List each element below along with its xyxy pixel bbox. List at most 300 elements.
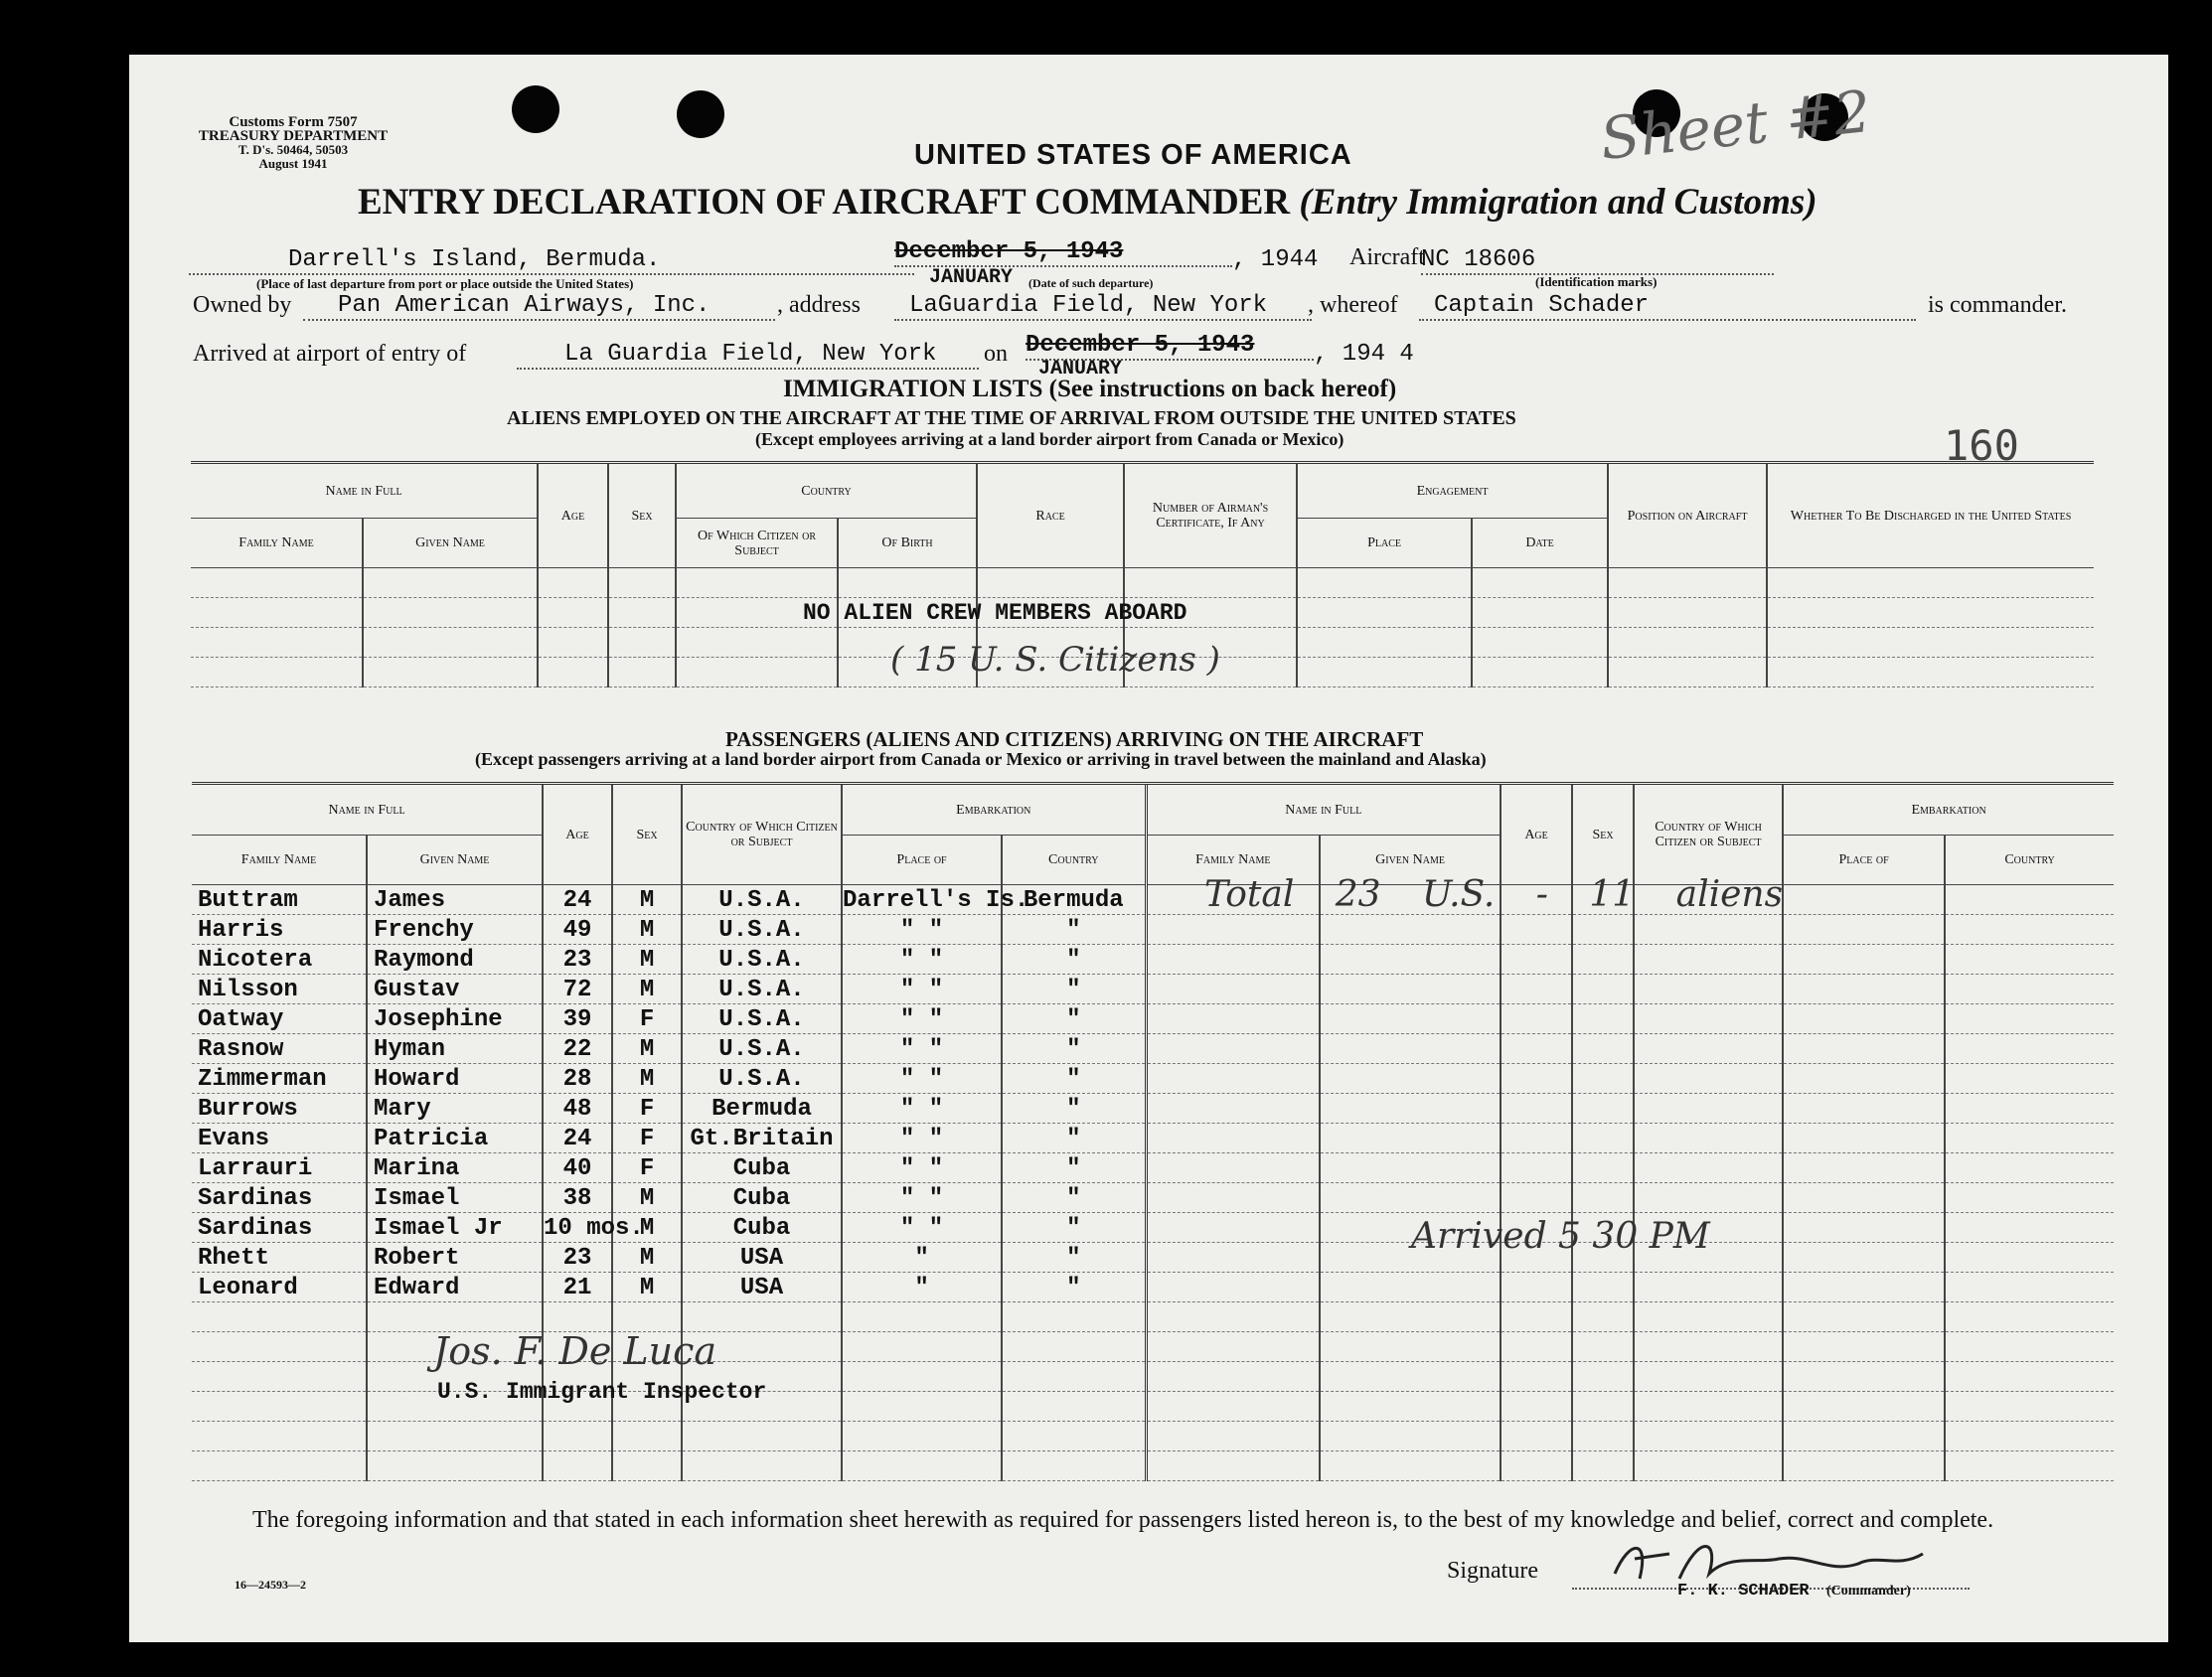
pax-sex-header: Sex: [612, 784, 682, 885]
title-main: ENTRY DECLARATION OF AIRCRAFT COMMANDER: [358, 182, 1300, 223]
blank-cell: [612, 1302, 682, 1332]
crew-discharged-header: Whether To Be Discharged in the United States: [1767, 463, 2094, 568]
blank-cell: [1634, 1332, 1783, 1362]
blank-cell: [1572, 945, 1634, 975]
blank-cell: [1945, 1153, 2114, 1183]
cell-place: Darrell's Is.: [842, 885, 1002, 915]
blank-cell: [192, 1302, 367, 1332]
cell-given: Marina: [367, 1153, 543, 1183]
cell-citizen: U.S.A.: [682, 1004, 842, 1034]
pax-age-header: Age: [543, 784, 612, 885]
blank-cell: [1634, 1124, 1783, 1153]
blank-cell: [1783, 1064, 1945, 1094]
pax-name-header: Name in Full: [192, 784, 543, 836]
pax-country-header: Country: [1002, 836, 1146, 885]
form-number: Customs Form 7507: [229, 114, 358, 130]
cell-country: ": [1002, 915, 1146, 945]
cell-age: 22: [543, 1034, 612, 1064]
cell-given: Frenchy: [367, 915, 543, 945]
cell-sex: M: [612, 945, 682, 975]
blank-cell: [1320, 1362, 1501, 1392]
blank-cell: [1002, 1362, 1146, 1392]
cell-family: Rasnow: [192, 1034, 367, 1064]
blank-cell: [1146, 1422, 1320, 1451]
commander-name: Captain Schader: [1419, 292, 1916, 321]
departure-year: , 1944: [1232, 246, 1319, 273]
cell-given: Hyman: [367, 1034, 543, 1064]
commander-suffix: is commander.: [1928, 292, 2067, 318]
blank-cell: [1002, 1332, 1146, 1362]
pax-given-header-right: Given Name: [1320, 836, 1501, 885]
aircraft-id: NC 18606: [1421, 246, 1774, 275]
table-row: [192, 1273, 2114, 1302]
td-numbers: T. D's. 50464, 50503: [237, 142, 349, 157]
blank-cell: [1002, 1302, 1146, 1332]
blank-cell: [192, 1362, 367, 1392]
blank-cell: [1634, 1362, 1783, 1392]
blank-cell: [1501, 1422, 1572, 1451]
blank-cell: [1320, 1094, 1501, 1124]
blank-cell: [1146, 1392, 1320, 1422]
blank-cell: [842, 1451, 1002, 1481]
cell-country: ": [1002, 1243, 1146, 1273]
form-title: [358, 181, 1817, 224]
blank-cell: [1002, 1422, 1146, 1451]
cell-family: Nicotera: [192, 945, 367, 975]
blank-cell: [1634, 1183, 1783, 1213]
cell-citizen: U.S.A.: [682, 1064, 842, 1094]
table-row: [192, 975, 2114, 1004]
blank-cell: [1783, 1094, 1945, 1124]
blank-cell: [1783, 1273, 1945, 1302]
blank-cell: [1783, 1302, 1945, 1332]
departure-date-caption: (Date of such departure): [1028, 276, 1154, 290]
blank-cell: [1146, 1094, 1320, 1124]
blank-cell: [1634, 975, 1783, 1004]
arrived-note: Arrived 5 30 PM: [1411, 1216, 1710, 1257]
blank-cell: [1320, 915, 1501, 945]
cell-sex: M: [612, 1243, 682, 1273]
departure-date: December 5, 1943: [894, 238, 1232, 267]
blank-cell: [1146, 975, 1320, 1004]
cell-citizen: Gt.Britain: [682, 1124, 842, 1153]
blank-cell: [1572, 1451, 1634, 1481]
pax-family-header: Family Name: [192, 836, 367, 885]
cell-place: " ": [842, 1183, 1002, 1213]
cell-country: ": [1002, 945, 1146, 975]
table-row: [192, 1004, 2114, 1034]
crew-race-header: Race: [977, 463, 1124, 568]
blank-cell: [1146, 1004, 1320, 1034]
arrival-year: , 194 4: [1314, 341, 1414, 368]
blank-cell: [1945, 1392, 2114, 1422]
cell-given: Howard: [367, 1064, 543, 1094]
cell-sex: M: [612, 915, 682, 945]
form-code: 16—24593—2: [235, 1578, 306, 1592]
blank-cell: [1945, 1422, 2114, 1451]
crew-family-header: Family Name: [191, 519, 363, 568]
blank-cell: [842, 1422, 1002, 1451]
blank-cell: [1146, 1064, 1320, 1094]
whereof-label: , whereof: [1308, 292, 1398, 318]
blank-cell: [543, 1302, 612, 1332]
blank-cell: [1146, 1362, 1320, 1392]
blank-cell: [1501, 1124, 1572, 1153]
table-row: [192, 1302, 2114, 1332]
blank-cell: [1572, 1064, 1634, 1094]
blank-cell: [682, 1422, 842, 1451]
passengers-heading: PASSENGERS (ALIENS AND CITIZENS) ARRIVING ON THE AIRCRAFT: [725, 727, 1424, 751]
blank-cell: [1945, 1064, 2114, 1094]
blank-cell: [1320, 1153, 1501, 1183]
blank-cell: [1572, 1392, 1634, 1422]
cell-place: " ": [842, 1153, 1002, 1183]
signature-label: Signature: [1447, 1558, 1538, 1584]
table-row: [192, 1213, 2114, 1243]
blank-cell: [1634, 945, 1783, 975]
blank-cell: [1945, 1273, 2114, 1302]
blank-cell: [1572, 1332, 1634, 1362]
blank-cell: [1945, 1213, 2114, 1243]
blank-cell: [1146, 1034, 1320, 1064]
blank-cell: [1572, 1124, 1634, 1153]
blank-cell: [1146, 1332, 1320, 1362]
sheet-mark: Sheet #2: [1597, 76, 1874, 174]
cell-citizen: U.S.A.: [682, 1034, 842, 1064]
arrival-label: Arrived at airport of entry of: [193, 341, 467, 367]
blank-cell: [1783, 1034, 1945, 1064]
pax-place-header-right: Place of: [1783, 836, 1945, 885]
blank-cell: [1501, 1004, 1572, 1034]
blank-cell: [1783, 885, 1945, 915]
blank-cell: [1634, 1094, 1783, 1124]
blank-cell: [1783, 1451, 1945, 1481]
cell-sex: M: [612, 1064, 682, 1094]
blank-cell: [1634, 1392, 1783, 1422]
table-row: [192, 915, 2114, 945]
blank-cell: [1945, 1332, 2114, 1362]
blank-cell: [1783, 975, 1945, 1004]
owner-name: Pan American Airways, Inc.: [303, 292, 775, 321]
country-heading: UNITED STATES OF AMERICA: [914, 139, 1352, 171]
blank-cell: [1634, 1153, 1783, 1183]
pax-embarkation-header-right: Embarkation: [1783, 784, 2114, 836]
punch-hole: [677, 90, 724, 138]
cell-country: ": [1002, 1034, 1146, 1064]
blank-cell: [1634, 1302, 1783, 1332]
aircraft-label: Aircraft: [1349, 244, 1425, 270]
form-date: August 1941: [258, 156, 328, 171]
table-row: [192, 1124, 2114, 1153]
blank-cell: [1501, 975, 1572, 1004]
crew-country-header: Country: [676, 463, 977, 519]
blank-cell: [1783, 1392, 1945, 1422]
crew-position-header: Position on Aircraft: [1608, 463, 1767, 568]
cell-citizen: U.S.A.: [682, 915, 842, 945]
cell-place: " ": [842, 945, 1002, 975]
blank-cell: [192, 1451, 367, 1481]
cell-age: 21: [543, 1273, 612, 1302]
blank-cell: [1501, 945, 1572, 975]
blank-cell: [1320, 1332, 1501, 1362]
table-row: [192, 1064, 2114, 1094]
blank-cell: [1501, 1273, 1572, 1302]
no-alien-crew-note: NO ALIEN CREW MEMBERS ABOARD: [803, 600, 1187, 626]
cell-citizen: Cuba: [682, 1153, 842, 1183]
blank-cell: [1501, 1034, 1572, 1064]
blank-cell: [543, 1451, 612, 1481]
blank-cell: [1320, 1273, 1501, 1302]
blank-cell: [1945, 975, 2114, 1004]
cell-country: ": [1002, 1094, 1146, 1124]
blank-cell: [1320, 1302, 1501, 1332]
blank-cell: [1945, 1183, 2114, 1213]
blank-cell: [1572, 1362, 1634, 1392]
blank-cell: [367, 1302, 543, 1332]
cell-family: Oatway: [192, 1004, 367, 1034]
blank-cell: [1501, 1392, 1572, 1422]
blank-cell: [1320, 945, 1501, 975]
pax-embarkation-header: Embarkation: [842, 784, 1146, 836]
crew-date-header: Date: [1472, 519, 1608, 568]
blank-cell: [1002, 1392, 1146, 1422]
table-row: [192, 1183, 2114, 1213]
blank-cell: [367, 1422, 543, 1451]
blank-cell: [1501, 1183, 1572, 1213]
cell-place: " ": [842, 1094, 1002, 1124]
blank-cell: [1146, 945, 1320, 975]
blank-cell: [1783, 1422, 1945, 1451]
pax-citizen-header-right: Country of Which Citizen or Subject: [1634, 784, 1783, 885]
pax-given-header: Given Name: [367, 836, 543, 885]
blank-cell: [1146, 1273, 1320, 1302]
arrival-on-label: on: [984, 341, 1008, 367]
blank-cell: [1320, 1422, 1501, 1451]
arrival-date: December 5, 1943: [1026, 332, 1314, 361]
cell-sex: F: [612, 1153, 682, 1183]
cell-given: Raymond: [367, 945, 543, 975]
blank-cell: [612, 1451, 682, 1481]
blank-cell: [1945, 1124, 2114, 1153]
blank-cell: [1572, 1153, 1634, 1183]
cell-age: 24: [543, 1124, 612, 1153]
total-note: Total 23 U.S. - 11 aliens: [1204, 874, 1784, 915]
cell-family: Larrauri: [192, 1153, 367, 1183]
blank-cell: [842, 1392, 1002, 1422]
crew-given-header: Given Name: [363, 519, 538, 568]
table-row: [192, 885, 2114, 915]
cell-sex: F: [612, 1004, 682, 1034]
blank-cell: [1320, 1451, 1501, 1481]
pax-age-header-right: Age: [1501, 784, 1572, 885]
blank-cell: [1146, 1451, 1320, 1481]
blank-cell: [612, 1422, 682, 1451]
blank-cell: [1501, 1332, 1572, 1362]
cell-citizen: U.S.A.: [682, 885, 842, 915]
blank-cell: [1146, 1243, 1320, 1273]
crew-birth-header: Of Birth: [838, 519, 977, 568]
pax-name-header-right: Name in Full: [1146, 784, 1501, 836]
cell-sex: F: [612, 1124, 682, 1153]
cell-place: " ": [842, 1034, 1002, 1064]
immigration-heading: IMMIGRATION LISTS (See instructions on back hereof): [783, 376, 1397, 402]
blank-cell: [192, 1392, 367, 1422]
cell-family: Evans: [192, 1124, 367, 1153]
blank-cell: [1320, 1392, 1501, 1422]
table-row: [192, 1422, 2114, 1451]
blank-cell: [1634, 1034, 1783, 1064]
cell-country: ": [1002, 1183, 1146, 1213]
cell-family: Leonard: [192, 1273, 367, 1302]
pax-citizen-header: Country of Which Citizen or Subject: [682, 784, 842, 885]
crew-sex-header: Sex: [608, 463, 676, 568]
crew-age-header: Age: [538, 463, 608, 568]
table-row: [192, 1153, 2114, 1183]
cell-age: 40: [543, 1153, 612, 1183]
pax-place-header: Place of: [842, 836, 1002, 885]
departure-date-correction: JANUARY: [929, 266, 1014, 289]
cell-given: Robert: [367, 1243, 543, 1273]
cell-family: Zimmerman: [192, 1064, 367, 1094]
blank-cell: [1634, 1451, 1783, 1481]
cell-sex: M: [612, 1034, 682, 1064]
blank-cell: [1945, 1302, 2114, 1332]
blank-cell: [1634, 1004, 1783, 1034]
cell-place: " ": [842, 975, 1002, 1004]
blank-cell: [1945, 1451, 2114, 1481]
blank-cell: [1783, 1243, 1945, 1273]
department: TREASURY DEPARTMENT: [198, 128, 389, 144]
cell-country: ": [1002, 1273, 1146, 1302]
cell-place: " ": [842, 915, 1002, 945]
cell-sex: F: [612, 1094, 682, 1124]
blank-cell: [543, 1422, 612, 1451]
cell-place: ": [842, 1273, 1002, 1302]
signature-name: F. K. SCHADER: [1677, 1582, 1810, 1601]
cell-family: Nilsson: [192, 975, 367, 1004]
crew-engagement-header: Engagement: [1297, 463, 1608, 519]
crew-place-header: Place: [1297, 519, 1472, 568]
crew-citizen-header: Of Which Citizen or Subject: [676, 519, 838, 568]
blank-cell: [1634, 1273, 1783, 1302]
blank-cell: [1501, 1153, 1572, 1183]
cell-family: Burrows: [192, 1094, 367, 1124]
cell-given: Ismael: [367, 1183, 543, 1213]
cell-given: Patricia: [367, 1124, 543, 1153]
arrival-date-correction: JANUARY: [1038, 358, 1123, 381]
blank-cell: [1501, 1362, 1572, 1392]
cell-citizen: Cuba: [682, 1183, 842, 1213]
blank-cell: [1572, 1094, 1634, 1124]
blank-cell: [1945, 1094, 2114, 1124]
cell-given: Josephine: [367, 1004, 543, 1034]
cell-sex: M: [612, 1273, 682, 1302]
blank-cell: [1783, 1213, 1945, 1243]
aircraft-caption: (Identification marks): [1535, 274, 1658, 289]
aliens-note: (Except employees arriving at a land border airport from Canada or Mexico): [755, 429, 1344, 449]
table-row: [192, 945, 2114, 975]
cell-age: 23: [543, 945, 612, 975]
blank-cell: [1146, 1302, 1320, 1332]
blank-cell: [367, 1451, 543, 1481]
blank-cell: [1002, 1451, 1146, 1481]
blank-cell: [1783, 1004, 1945, 1034]
cell-citizen: U.S.A.: [682, 945, 842, 975]
blank-cell: [1783, 1362, 1945, 1392]
cell-citizen: Cuba: [682, 1213, 842, 1243]
cell-place: " ": [842, 1064, 1002, 1094]
cell-given: Edward: [367, 1273, 543, 1302]
crew-citizens-note: ( 15 U. S. Citizens ): [890, 640, 1220, 680]
cell-age: 10 mos.: [543, 1213, 612, 1243]
blank-cell: [1572, 1183, 1634, 1213]
blank-cell: [1501, 1064, 1572, 1094]
cell-family: Rhett: [192, 1243, 367, 1273]
table-row: [192, 1034, 2114, 1064]
blank-cell: [1783, 1153, 1945, 1183]
blank-cell: [1146, 1124, 1320, 1153]
blank-cell: [842, 1332, 1002, 1362]
inspector-signature: Jos. F. De Luca: [433, 1329, 717, 1373]
title-paren: (Entry Immigration and Customs): [1299, 182, 1817, 223]
blank-cell: [1945, 1034, 2114, 1064]
owner-address: LaGuardia Field, New York: [894, 292, 1312, 321]
blank-cell: [1783, 1124, 1945, 1153]
blank-cell: [1572, 1302, 1634, 1332]
departure-place-caption: (Place of last departure from port or place outside the United States): [256, 276, 634, 291]
cell-age: 39: [543, 1004, 612, 1034]
blank-cell: [1783, 945, 1945, 975]
cell-family: Harris: [192, 915, 367, 945]
cell-country: ": [1002, 975, 1146, 1004]
blank-cell: [1945, 915, 2114, 945]
blank-cell: [1146, 1183, 1320, 1213]
aliens-heading: ALIENS EMPLOYED ON THE AIRCRAFT AT THE TIME OF ARRIVAL FROM OUTSIDE THE UNITED STATES: [507, 407, 1516, 429]
cell-place: " ": [842, 1213, 1002, 1243]
cell-citizen: USA: [682, 1273, 842, 1302]
cell-country: ": [1002, 1004, 1146, 1034]
blank-cell: [1634, 915, 1783, 945]
blank-cell: [1572, 915, 1634, 945]
blank-cell: [1320, 1064, 1501, 1094]
cell-given: Mary: [367, 1094, 543, 1124]
table-row: [192, 1243, 2114, 1273]
form-id-block: [179, 115, 407, 171]
cell-sex: M: [612, 885, 682, 915]
crew-cert-header: Number of Airman's Certificate, If Any: [1124, 463, 1297, 568]
passenger-table: [192, 782, 2114, 1481]
cell-citizen: USA: [682, 1243, 842, 1273]
blank-cell: [1501, 1451, 1572, 1481]
blank-cell: [1783, 1183, 1945, 1213]
blank-cell: [1945, 1004, 2114, 1034]
cell-place: " ": [842, 1004, 1002, 1034]
arrival-airport: La Guardia Field, New York: [517, 341, 979, 370]
table-row: [192, 1094, 2114, 1124]
blank-cell: [1783, 1332, 1945, 1362]
blank-cell: [1501, 915, 1572, 945]
pax-sex-header-right: Sex: [1572, 784, 1634, 885]
blank-cell: [1945, 945, 2114, 975]
blank-cell: [682, 1451, 842, 1481]
page-number: 160: [1944, 421, 2019, 470]
owned-by-label: Owned by: [193, 292, 292, 318]
cell-country: ": [1002, 1064, 1146, 1094]
blank-cell: [1146, 1153, 1320, 1183]
blank-cell: [1945, 885, 2114, 915]
blank-cell: [1146, 915, 1320, 945]
blank-cell: [1501, 1302, 1572, 1332]
